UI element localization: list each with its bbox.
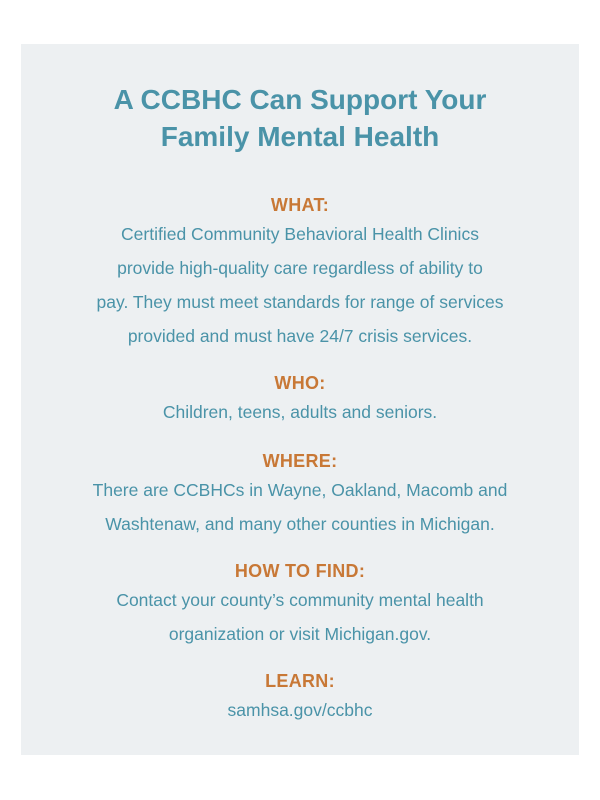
section-where <box>21 449 579 541</box>
section-who <box>21 371 579 429</box>
body-line: provided and must have 24/7 crisis services. <box>127 326 473 346</box>
section-heading-how-to-find: HOW TO FIND: <box>234 561 366 581</box>
body-line: Washtenaw, and many other counties in Michigan. <box>105 514 495 534</box>
learn-link[interactable]: samhsa.gov/ccbhc <box>227 700 373 720</box>
body-line: Certified Community Behavioral Health Clinics <box>121 224 479 244</box>
title-line-1: A CCBHC Can Support Your <box>113 84 487 115</box>
card-title <box>21 81 579 155</box>
body-line: Contact your county’s community mental health <box>116 590 484 610</box>
section-body-where <box>21 473 579 541</box>
section-body-who <box>21 395 579 429</box>
section-heading-where: WHERE: <box>262 451 338 471</box>
body-line: pay. They must meet standards for range of services <box>96 292 504 312</box>
section-body-learn <box>21 693 579 727</box>
section-what <box>21 193 579 353</box>
body-line: There are CCBHCs in Wayne, Oakland, Macomb and <box>92 480 508 500</box>
section-body-how-to-find <box>21 583 579 651</box>
info-card <box>21 44 579 755</box>
section-how-to-find <box>21 559 579 651</box>
body-line: organization or visit Michigan.gov. <box>168 624 432 644</box>
section-learn <box>21 669 579 727</box>
section-heading-who: WHO: <box>274 373 326 393</box>
section-body-what <box>21 217 579 353</box>
body-line: Children, teens, adults and seniors. <box>162 402 438 422</box>
section-heading-learn: LEARN: <box>265 671 335 691</box>
title-line-2: Family Mental Health <box>160 121 440 152</box>
body-line: provide high-quality care regardless of ability to <box>117 258 483 278</box>
section-heading-what: WHAT: <box>270 195 330 215</box>
